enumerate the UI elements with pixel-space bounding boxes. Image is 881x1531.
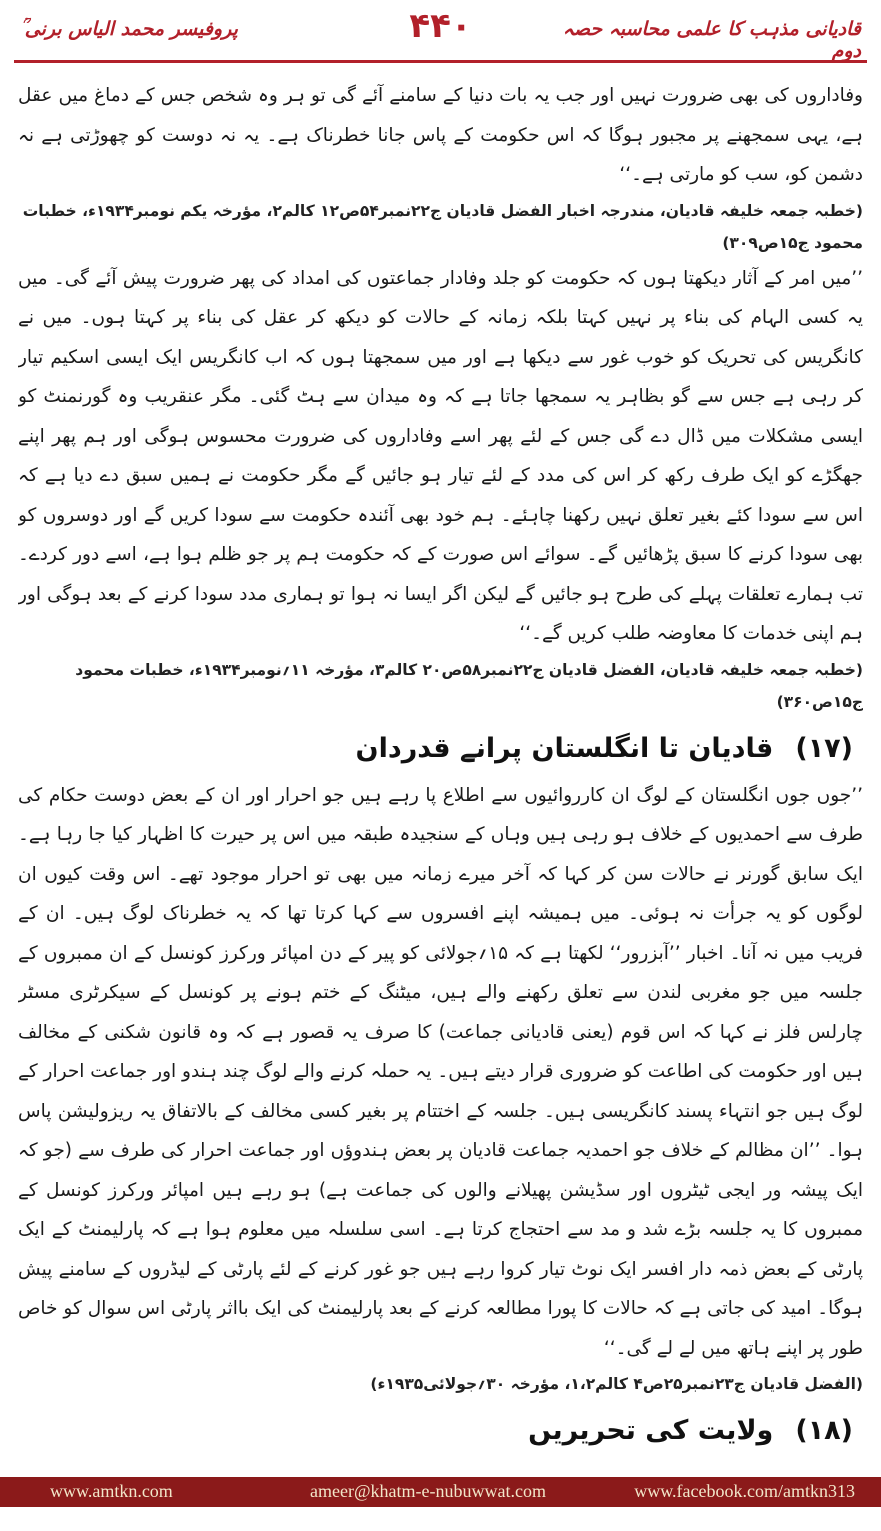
page-header xyxy=(0,0,881,68)
page-footer xyxy=(0,1477,881,1507)
paragraph: وفاداروں کی بھی ضرورت نہیں اور جب یہ بات دنیا کے سامنے آئے گی تو ہر وہ شخص جس کے دماغ میں عقل ہے، یہی سمجھنے پر مجبور ہوگا کہ اس حکومت کے پاس جانا خطرناک ہے۔ یہ نہ دوست کو چھوڑتی ہے نہ دشمن کو، سب کو مارتی ہے۔‘‘ xyxy=(18,85,863,185)
section-title: قادیان تا انگلستان پرانے قدردان xyxy=(355,732,774,764)
author-name: پروفیسر محمد الیاس برنی ؒ xyxy=(20,18,238,40)
page-body xyxy=(18,76,863,1466)
paragraph xyxy=(18,1458,863,1466)
page-number: ۴۴۰ xyxy=(409,6,472,46)
section-number: (۱۸) xyxy=(795,1415,853,1446)
citation: (الفضل قادیان ج۲۳نمبر۲۵ص۴ کالم۱،۲، مؤرخہ ۳۰؍جولائی۱۹۳۵ء) xyxy=(370,1375,863,1393)
section-heading xyxy=(18,724,853,774)
citation: (خطبہ جمعہ خلیفہ قادیان، مندرجہ اخبار الفضل قادیان ج۲۲نمبر۵۴ص۱۲ کالم۲، مؤرخہ یکم نومبر۱۹۳۴ء، خطبات محمود ج۱۵ص۳۰۹) xyxy=(22,201,863,252)
section-title: ولایت کی تحریریں xyxy=(528,1415,774,1446)
email-link[interactable]: ameer@khatm-e-nubuwwat.com xyxy=(310,1481,546,1501)
paragraph: ’’جوں جوں انگلستان کے لوگ ان کارروائیوں سے اطلاع پا رہے ہیں جو احرار اور ان کے بعض دوست حکام کی طرف سے احمدیوں کے خلاف ہو رہی ہیں وہاں کے سنجیدہ طبقہ میں اس پر حیرت کا اظہار کیا جا رہا ہے۔ ایک سابق گورنر نے حالات سن کر کہا کہ آخر میرے زمانہ میں بھی تو احرار موجود تھے۔ اس وقت کیوں ان لوگوں کو یہ جرأت نہ ہوئی۔ میں ہمیشہ اپنے افسروں سے کہا کرتا تھا کہ یہ خطرناک لوگ ہیں۔ ان کے فریب میں نہ آنا۔ اخبار ’’آبزرور‘‘ لکھتا ہے کہ ۱۵؍جولائی کو پیر کے دن امپائر ورکرز کونسل کے ان ممبروں کے جلسہ میں جو مغربی لندن سے تعلق رکھنے والے ہیں، میٹنگ کے ختم ہونے پر کونسل کے سیکرٹری مسٹر چارلس فلز نے کہا کہ اس قوم (یعنی قادیانی جماعت) کا صرف یہ قصور ہے کہ وہ قانون شکنی کے مخالف ہیں اور حکومت کی اطاعت کو ضروری قرار دیتے ہیں۔ یہ حملہ کرنے والے لوگ چند ہندو اور جماعت احرار کے لوگ ہیں جو انتہاء پسند کانگریسی ہیں۔ جلسہ کے اختتام پر بغیر کسی مخالف کے بالاتفاق یہ ریزولیشن پاس ہوا۔ ’’ان مظالم کے خلاف جو احمدیہ جماعت قادیان پر بعض ہندوؤں اور جماعت احرار کی طرف سے (جو کہ ایک پیشہ ور ایجی ٹیٹروں اور سڈیشن پھیلانے والوں کی جماعت ہے) ہو رہے ہیں امپائر ورکرز کونسل کے ممبروں کا یہ جلسہ بڑے شد و مد سے احتجاج کرتا ہے۔ اسی سلسلہ میں معلوم ہوا ہے کہ پارلیمنٹ کے ایک پارٹی کے بعض ذمہ دار افسر ایک نوٹ تیار کروا رہے ہیں جو غور کرنے کے لئے پارٹی کے لیڈروں کے سامنے پیش ہوگا۔ امید کی جاتی ہے کہ حالات کا پورا مطالعہ کرنے کے بعد پارلیمنٹ کی ایک بااثر پارٹی اس سوال کو خاص طور پر اپنے ہاتھ میں لے لے گی۔‘‘ xyxy=(18,784,863,1359)
website-link[interactable]: www.amtkn.com xyxy=(50,1481,173,1501)
header-divider xyxy=(14,60,867,63)
paragraph: ’’میں امر کے آثار دیکھتا ہوں کہ حکومت کو جلد وفادار جماعتوں کی امداد کی پھر ضرورت پیش آئے گی۔ میں یہ کسی الہام کی بناء پر نہیں کہتا بلکہ زمانہ کے حالات کو دیکھ کر عقل کی بناء پر کہتا ہوں۔ میں نے کانگریس کی تحریک کو خوب غور سے دیکھا ہے اور میں سمجھتا ہوں کہ اب کانگریس ایک ایسی اسکیم تیار کر رہی ہے جس سے گو بظاہر یہ سمجھا جاتا ہے کہ وہ میدان سے ہٹ گئی۔ مگر عنقریب وہ گورنمنٹ کو ایسی مشکلات میں ڈال دے گی جس کے لئے پھر اسے وفاداروں کی ضرورت محسوس ہوگی اور ہم پھر اپنے جھگڑے کو ایک طرف رکھ کر اس کی مدد کے لئے تیار ہو جائیں گے مگر حکومت نے ہمیں سبق دے دیا ہے کہ اس سے سودا کئے بغیر تعلق نہیں رکھنا چاہئے۔ ہم خود بھی آئندہ حکومت سے سودا کریں گے اور دوسروں کو بھی سودا کرنے کا سبق پڑھائیں گے۔ سوائے اس صورت کے کہ حکومت ہم پر جو ظلم ہوا ہے، اسے دور کردے۔ تب ہمارے تعلقات پہلے کی طرح ہو جائیں گے لیکن اگر ایسا نہ ہوا تو ہماری مدد سودا کرنے کے بعد ہوگی اور ہم اپنی خدمات کا معاوضہ طلب کریں گے۔‘‘ xyxy=(18,267,863,644)
facebook-link[interactable]: www.facebook.com/amtkn313 xyxy=(634,1481,855,1501)
section-number: (۱۷) xyxy=(795,732,853,764)
book-title: قادیانی مذہب کا علمی محاسبہ حصہ دوم xyxy=(562,18,861,62)
citation: (خطبہ جمعہ خلیفہ قادیان، الفضل قادیان ج۲۲نمبر۵۸ص۲۰ کالم۳، مؤرخہ ۱۱؍نومبر۱۹۳۴ء، خطبات محمود ج۱۵ص۳۶۰) xyxy=(75,660,863,711)
section-heading xyxy=(18,1406,853,1456)
